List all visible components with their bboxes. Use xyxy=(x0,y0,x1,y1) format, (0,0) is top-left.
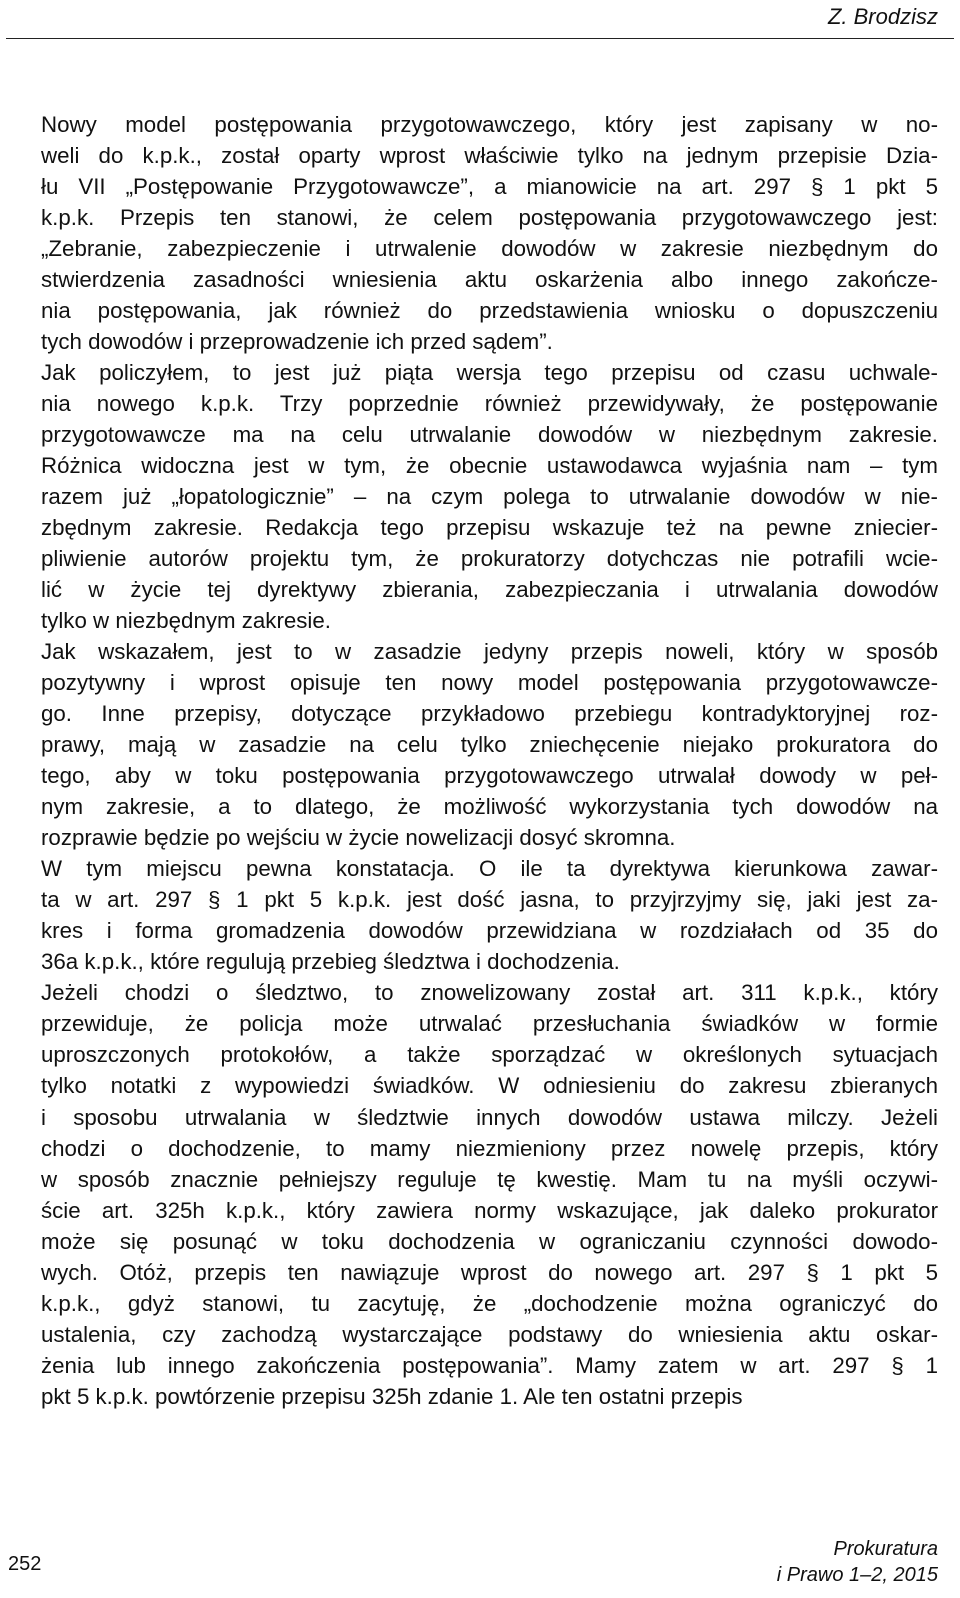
paragraph xyxy=(8,636,938,853)
text-line: ustalenia, czy zachodzą wystarczające podstawy do wniesienia aktu oskar- xyxy=(41,1321,938,1347)
text-line: Różnica widoczna jest w tym, że obecnie ustawodawca wyjaśnia nam – tym xyxy=(41,453,938,479)
text-line: tych dowodów i przeprowadzenie ich przed sądem”. xyxy=(41,329,553,355)
text-line: go. Inne przepisy, dotyczące przykładowo przebiegu kontradyktoryjnej roz- xyxy=(41,701,938,727)
text-line: ta w art. 297 § 1 pkt 5 k.p.k. jest dość jasna, to przyjrzyjmy się, jaki jest za- xyxy=(41,887,938,913)
text-line: tylko w niezbędnym zakresie. xyxy=(41,608,331,634)
text-line: pliwienie autorów projektu tym, że prokuratorzy dotychczas nie potrafili wcie- xyxy=(41,546,938,572)
text-line: pkt 5 k.p.k. powtórzenie przepisu 325h zdanie 1. Ale ten ostatni przepis xyxy=(41,1383,743,1409)
text-line: żenia lub innego zakończenia postępowania”. Mamy zatem w art. 297 § 1 xyxy=(41,1352,938,1378)
text-line: może się posunąć w toku dochodzenia w ograniczaniu czynności dowodo- xyxy=(41,1228,938,1254)
text-line: nym zakresie, a to dlatego, że możliwość wykorzystania tych dowodów na xyxy=(41,794,938,820)
text-line: tego, aby w toku postępowania przygotowawczego utrwalał dowody w peł- xyxy=(41,763,938,789)
text-line: k.p.k. Przepis ten stanowi, że celem postępowania przygotowawczego jest: xyxy=(41,205,938,231)
text-line: Jeżeli chodzi o śledztwo, to znowelizowany został art. 311 k.p.k., który xyxy=(41,980,938,1006)
text-line: przewiduje, że policja może utrwalać przesłuchania świadków w formie xyxy=(41,1011,938,1037)
text-line: k.p.k., gdyż stanowi, tu zacytuję, że „dochodzenie można ograniczyć do xyxy=(41,1290,938,1316)
text-line: ście art. 325h k.p.k., który zawiera normy wskazujące, jak daleko prokurator xyxy=(41,1197,938,1223)
text-line: w sposób znacznie pełniejszy reguluje tę kwestię. Mam tu na myśli oczywi- xyxy=(41,1166,938,1192)
text-line: przygotowawcze ma na celu utrwalanie dowodów w niezbędnym zakresie. xyxy=(41,422,938,448)
paragraph xyxy=(8,109,938,357)
text-line: stwierdzenia zasadności wniesienia aktu oskarżenia albo innego zakończe- xyxy=(41,267,938,293)
text-line: i sposobu utrwalania w śledztwie innych dowodów ustawa milczy. Jeżeli xyxy=(41,1104,938,1130)
text-line: razem już „łopatologicznie” – na czym polega to utrwalanie dowodów w nie- xyxy=(41,484,938,510)
text-line: lić w życie tej dyrektywy zbierania, zabezpieczania i utrwalania dowodów xyxy=(41,577,938,603)
text-line: uproszczonych protokołów, a także sporządzać w określonych sytuacjach xyxy=(41,1042,938,1068)
text-line: Jak wskazałem, jest to w zasadzie jedyny przepis noweli, który w sposób xyxy=(41,639,938,665)
text-line: zbędnym zakresie. Redakcja tego przepisu wskazuje też na pewne zniecier- xyxy=(41,515,938,541)
text-line: „Zebranie, zabezpieczenie i utrwalenie dowodów w zakresie niezbędnym do xyxy=(41,236,938,262)
text-line: rozprawie będzie po wejściu w życie nowelizacji dosyć skromna. xyxy=(41,825,676,851)
paragraph xyxy=(8,357,938,636)
text-line: chodzi o dochodzenie, to mamy niezmieniony przez nowelę przepis, który xyxy=(41,1135,938,1161)
paragraph xyxy=(8,977,938,1411)
paragraph xyxy=(8,853,938,977)
text-line: łu VII „Postępowanie Przygotowawcze”, a mianowicie na art. 297 § 1 pkt 5 xyxy=(41,174,938,200)
text-line: kres i forma gromadzenia dowodów przewidziana w rozdziałach od 35 do xyxy=(41,918,938,944)
text-line: Nowy model postępowania przygotowawczego, który jest zapisany w no- xyxy=(41,112,938,137)
text-line: nia nowego k.p.k. Trzy poprzednie również przewidywały, że postępowanie xyxy=(41,391,938,417)
text-line: tylko notatki z wypowiedzi świadków. W odniesieniu do zakresu zbieranych xyxy=(41,1073,938,1099)
journal-issue: i Prawo 1–2, 2015 xyxy=(776,1564,938,1586)
header-divider xyxy=(6,38,954,39)
text-line: wych. Otóż, przepis ten nawiązuje wprost do nowego art. 297 § 1 pkt 5 xyxy=(41,1259,938,1285)
text-line: prawy, mają w zasadzie na celu tylko zniechęcenie niejako prokuratora do xyxy=(41,732,938,758)
text-line: Jak policzyłem, to jest już piąta wersja tego przepisu od czasu uchwale- xyxy=(41,360,938,386)
text-line: pozytywny i wprost opisuje ten nowy model postępowania przygotowawcze- xyxy=(41,670,938,696)
text-line: weli do k.p.k., został oparty wprost właściwie tylko na jednym przepisie Dzia- xyxy=(41,143,938,169)
article-body xyxy=(8,109,938,1412)
text-line: nia postępowania, jak również do przedstawienia wniosku o dopuszczeniu xyxy=(41,298,938,324)
page-number: 252 xyxy=(8,1553,42,1575)
journal-footer xyxy=(777,1536,938,1588)
running-header-author: Z. Brodzisz xyxy=(827,4,938,29)
journal-title: Prokuratura xyxy=(833,1538,938,1560)
text-line: 36a k.p.k., które regulują przebieg śledztwa i dochodzenia. xyxy=(41,949,620,975)
text-line: W tym miejscu pewna konstatacja. O ile ta dyrektywa kierunkowa zawar- xyxy=(41,856,938,882)
